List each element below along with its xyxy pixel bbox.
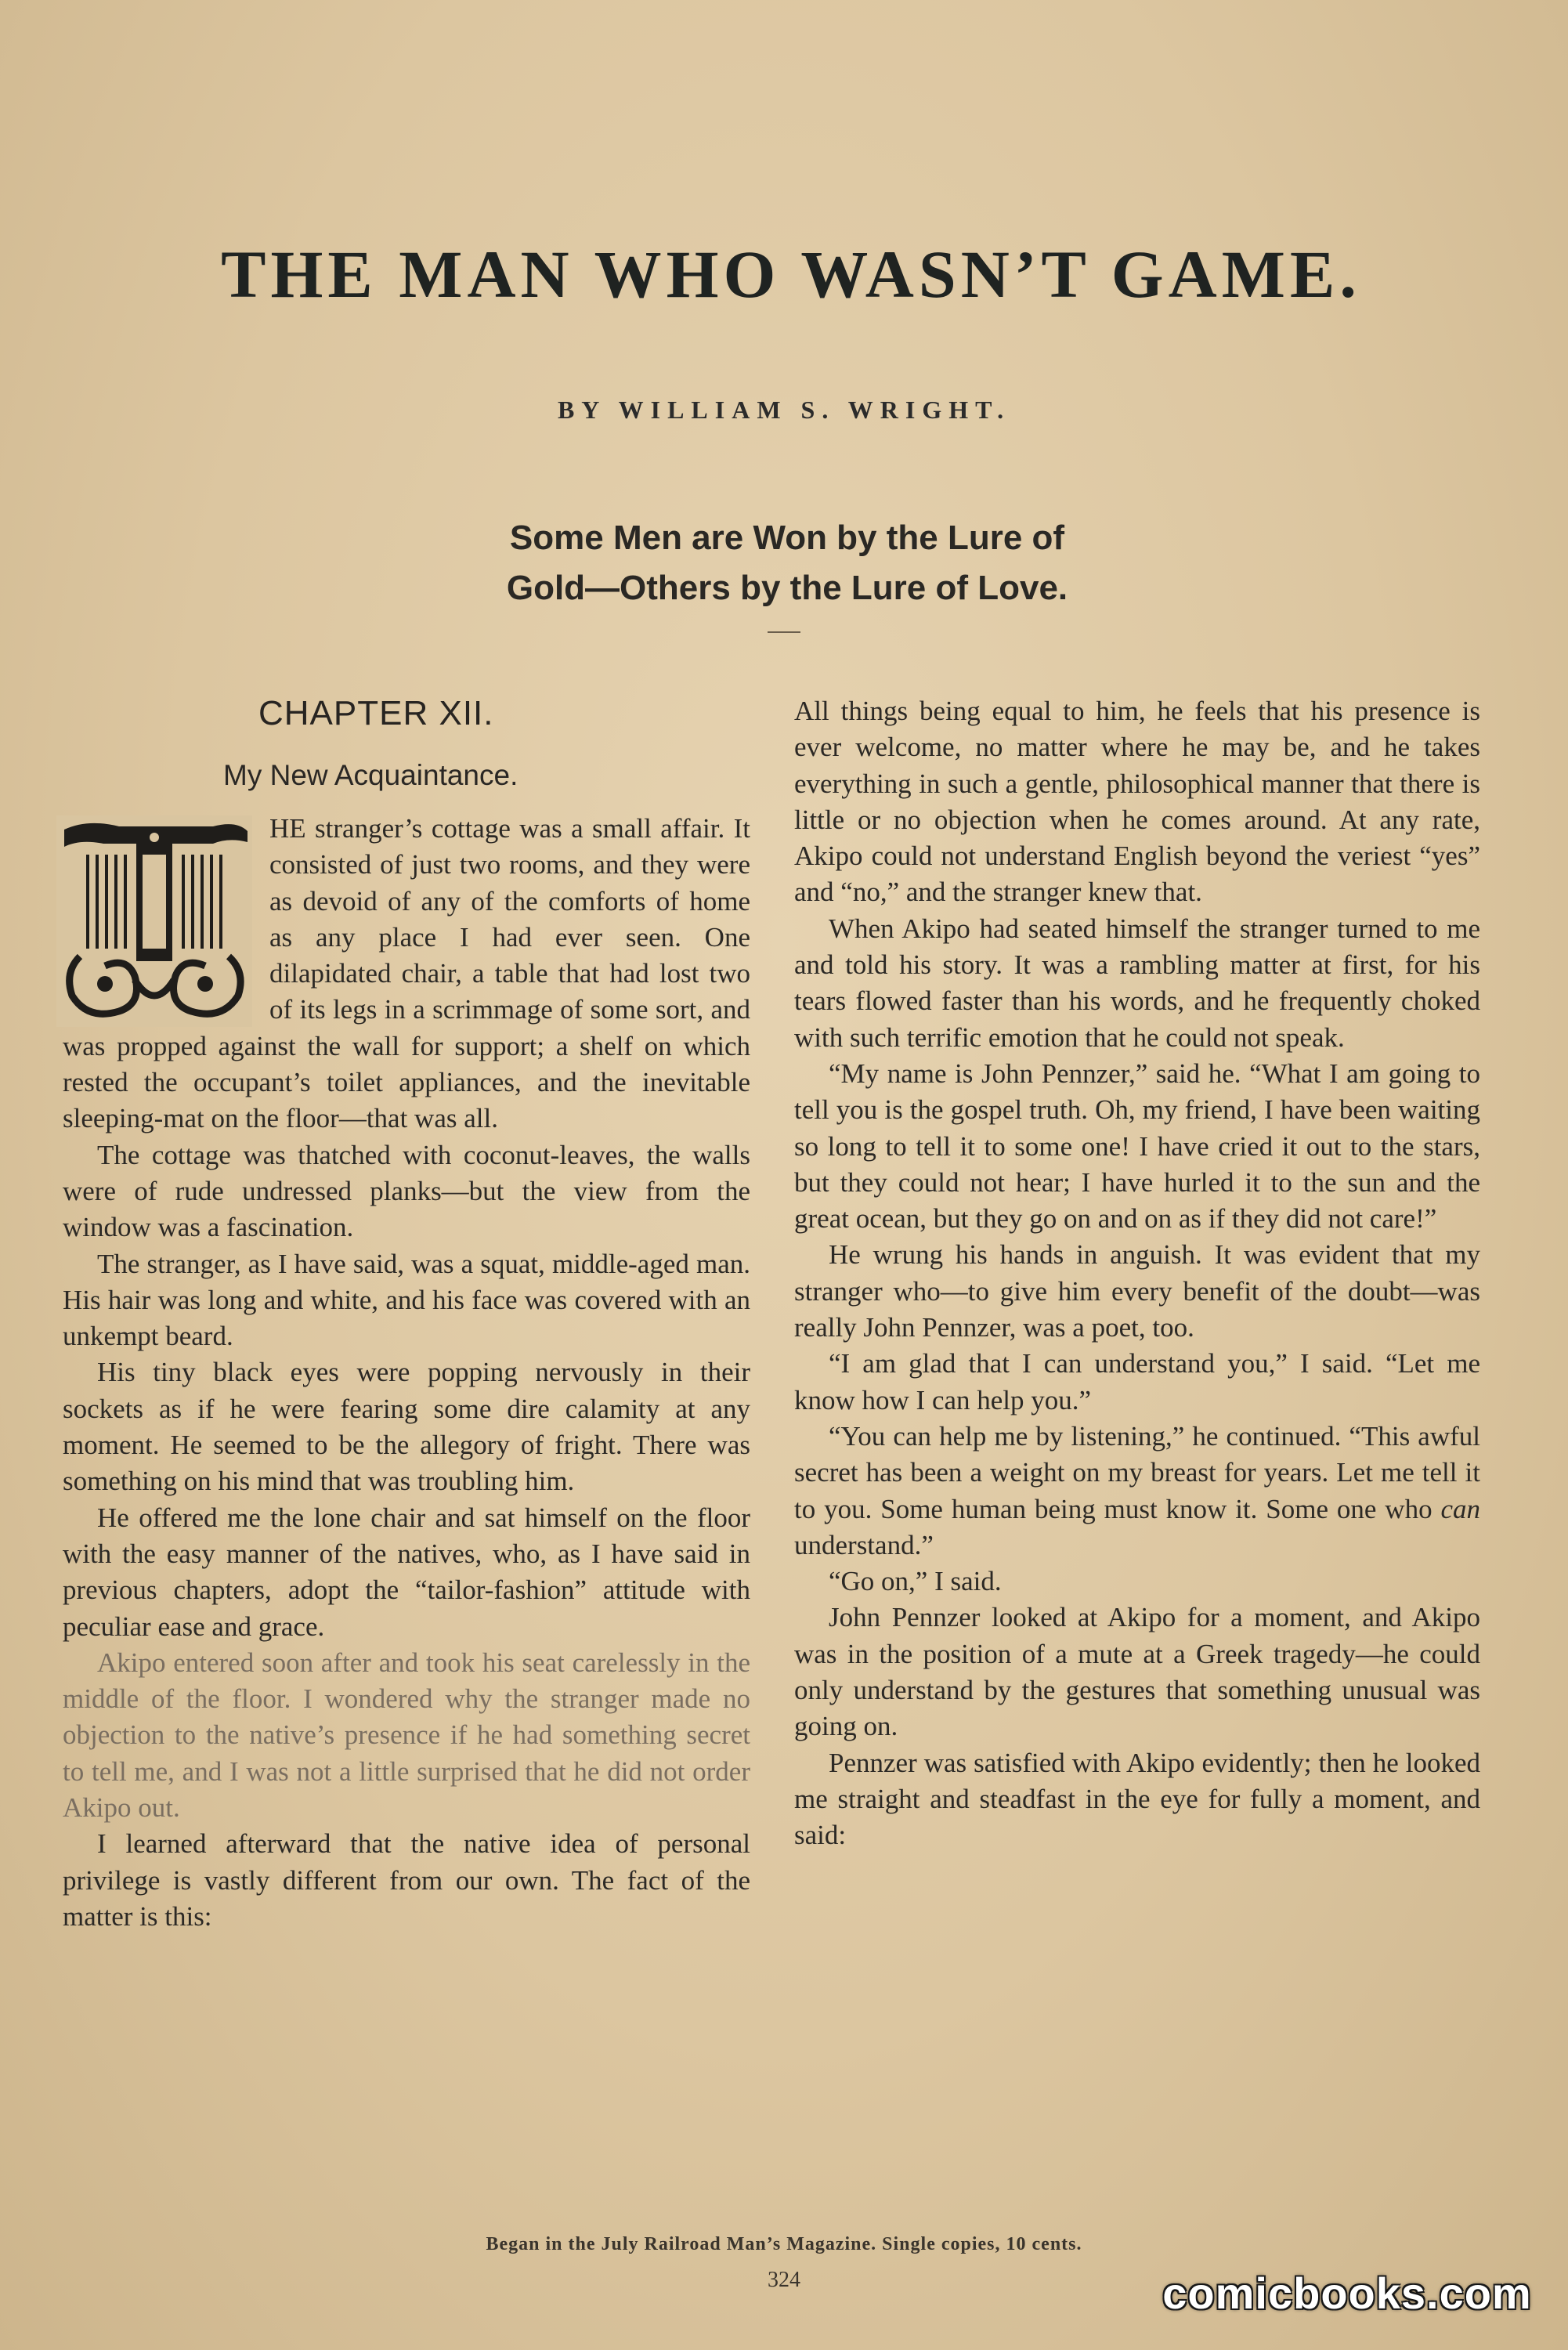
paragraph-text: “You can help me by listening,” he continued. “This awful secret has been a weight on my breast for years. Let me tell it to you. Some human being must know it. Some one who [794, 1420, 1480, 1524]
paragraph: “My name is John Pennzer,” said he. “What I am going to tell you is the gospel truth. Oh, my friend, I have been waiting so long to tell it to some one! I have cried it out to the stars, but they could not hear; I have hurled it to the sun and the great ocean, but they go on and on as if they did not care!” [794, 1058, 1480, 1235]
subtitle-line-2: Gold—Others by the Lure of Love. [506, 569, 1068, 607]
paragraph: John Pennzer looked at Akipo for a moment, and Akipo was in the position of a mute at a Greek tragedy—he could only understand by the gestures that something unusual was going on. [794, 1602, 1480, 1742]
paragraph-text: understand.” [794, 1529, 934, 1560]
subtitle-line-1: Some Men are Won by the Lure of [509, 519, 1065, 557]
paragraph: He offered me the lone chair and sat himself on the floor with the easy manner of the natives, who, as I have said in previous chapters, adopt the “tailor-fashion” attitude with peculiar ease and grace. [63, 1502, 750, 1642]
paragraph: His tiny black eyes were popping nervously in their sockets as if he were fearing some dire calamity at any moment. He seemed to be the allegory of fright. There was something on his mind that was troubling him. [63, 1357, 750, 1497]
paragraph: He wrung his hands in anguish. It was evident that my stranger who—to give him every benefit of the doubt—was really John Pennzer, was a poet, too. [794, 1239, 1480, 1343]
left-column [63, 693, 750, 1935]
right-column [794, 693, 1480, 1854]
chapter-heading: CHAPTER XII. [258, 694, 494, 732]
paragraph: The stranger, as I have said, was a squat, middle-aged man. His hair was long and white, and his face was covered with an unkempt beard. [63, 1248, 750, 1352]
decorative-dropcap-t [56, 815, 252, 1027]
paragraph: “I am glad that I can understand you,” I said. “Let me know how I can help you.” [794, 1348, 1480, 1415]
article-byline: BY WILLIAM S. WRIGHT. [557, 396, 1011, 424]
article-subtitle [298, 513, 1277, 613]
article-title: THE MAN WHO WASN’T GAME. [221, 237, 1361, 312]
paragraph [794, 1419, 1480, 1564]
paragraph: I learned afterward that the native idea of personal privilege is vastly different from our own. The fact of the matter is this: [63, 1828, 750, 1932]
dropcap-letter [56, 815, 252, 1027]
paragraph: All things being equal to him, he feels that his presence is ever welcome, no matter where he may be, and he takes everything in such a gentle, philosophical manner that there is little or no objection when he comes around. At any rate, Akipo could not understand English beyond the veriest “yes” and “no,” and the stranger knew that. [794, 696, 1480, 908]
paragraph: The cottage was thatched with coconut-leaves, the walls were of rude undressed planks—but the view from the window was a fascination. [63, 1139, 750, 1243]
paragraph: “Go on,” I said. [829, 1566, 1002, 1597]
chapter-subtitle: My New Acquaintance. [223, 759, 518, 791]
paragraph: Pennzer was satisfied with Akipo evidently; then he looked me straight and steadfast in the eye for fully a moment, and said: [794, 1747, 1480, 1851]
emphasis-text: can [1440, 1493, 1480, 1524]
watermark: comicbooks.com [1162, 2269, 1532, 2318]
page-number: 324 [768, 2268, 800, 2292]
paragraph: When Akipo had seated himself the stranger turned to me and told his story. It was a rambling matter at first, for his tears flowed faster than his words, and he frequently choked with such terrific emotion that he could not speak. [794, 913, 1480, 1053]
footer-note: Began in the July Railroad Man’s Magazine. Single copies, 10 cents. [486, 2234, 1082, 2254]
paragraph: HE stranger’s cottage was a small affair. It consisted of just two rooms, and they were as devoid of any of the comforts of home as any place I had ever seen. One dilapidated chair, a table that had lost two of its legs in a scrimmage of some sort, and was propped against the wall for support; a shelf on which rested the occupant’s toilet appliances, and the inevitable sleeping-mat on the floor—that was all. [63, 813, 750, 1134]
paragraph: Akipo entered soon after and took his seat carelessly in the middle of the floor. I wondered why the stranger made no objection to the native’s presence if he had something secret to tell me, and I was not a little surprised that he did not order Akipo out. [63, 1647, 750, 1824]
subtitle-divider [768, 631, 800, 633]
